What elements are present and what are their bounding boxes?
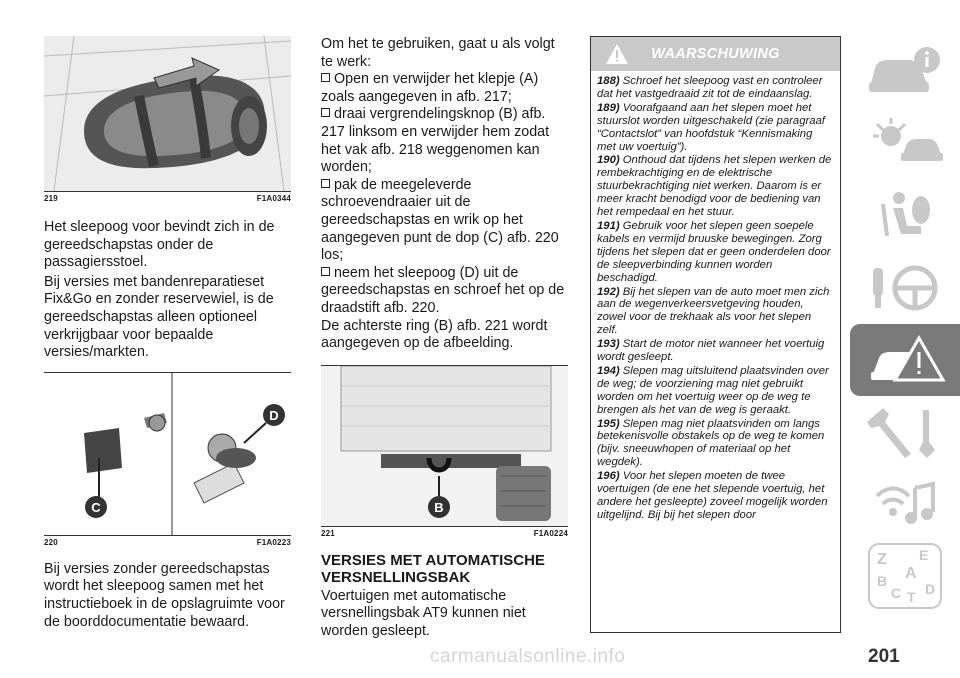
sidebar-item-car-breakdown[interactable] <box>850 324 960 396</box>
warning-text: Onthoud dat tijdens het slepen werken de rembekrachtiging en de elektrische stuurbekrachtiging niet werken. Daarom is er meer kracht benodigd voor de bediening van het rempedaal en het stuur. <box>597 154 832 219</box>
list-item-text: pak de meegeleverde schroevendraaier uit de gereedschapstas en wrik op het aangegeven punt de dop (C) afb. 220 los; <box>321 176 559 264</box>
list-item <box>321 106 568 176</box>
warning-number: 190) <box>597 154 620 167</box>
page-number: 201 <box>868 646 900 667</box>
warning-item <box>597 286 834 338</box>
label-c: C <box>91 499 101 515</box>
paragraph: De achterste ring (B) afb. 221 wordt aangegeven op de afbeelding. <box>321 317 548 352</box>
figure-220 <box>44 372 291 536</box>
label-b: B <box>434 499 444 515</box>
warning-item <box>597 75 834 101</box>
column-1 <box>44 36 291 631</box>
warning-triangle-icon <box>605 43 629 65</box>
figure-219-caption <box>44 192 291 203</box>
sidebar-item-multimedia[interactable] <box>850 468 960 540</box>
sidebar-item-tools[interactable] <box>850 396 960 468</box>
column-2 <box>321 36 568 640</box>
multimedia-icon <box>863 474 947 534</box>
index-letter: Z <box>877 551 887 568</box>
warning-item <box>597 220 834 285</box>
warning-box <box>590 36 841 633</box>
warning-text: Voor het slepen moeten de twee voertuigen (de ene het slepende voertuig, het andere het gesleepte) zoveel mogelijk worden uitgelijnd. Bij bij het slepen door <box>597 470 828 521</box>
warning-text: Start de motor niet wanneer het voertuig wordt gesleept. <box>597 338 825 364</box>
paragraph: Het sleepoog voor bevindt zich in de gereedschapstas onder de passagiersstoel. <box>44 219 275 271</box>
warning-item <box>597 338 834 364</box>
dashboard-lights-icon <box>863 114 947 174</box>
warning-header <box>591 37 840 71</box>
warning-text: Gebruik voor het slepen geen soepele kabels en vermijd bruuske bewegingen. Zorg tijdens het slepen dat er geen onderdelen door de sleepverbinding kunnen worden beschadigd. <box>597 219 831 284</box>
towing-eye-bag-illustration <box>44 36 291 191</box>
warning-number: 195) <box>597 417 620 430</box>
watermark: carmanualsonline.info <box>430 646 626 667</box>
index-letter: E <box>919 547 929 563</box>
figure-219 <box>44 36 291 192</box>
figure-number: 221 <box>321 528 335 538</box>
figure-221 <box>321 365 568 527</box>
figure-220-caption <box>44 536 291 547</box>
list-item <box>321 71 568 106</box>
warning-list <box>591 71 840 527</box>
bullet-square-icon <box>321 267 330 276</box>
towing-eye-cap-illustration <box>44 373 291 535</box>
sidebar-item-airbag-seat[interactable] <box>850 180 960 252</box>
tools-icon <box>863 402 947 462</box>
index-letter: A <box>905 565 917 582</box>
warning-text: Slepen mag niet plaatsvinden om langs betekenisvolle obstakels op de weg te komen (bijv. sneeuwhopen of materiaal op het wegdek). <box>597 417 825 469</box>
list-item-text: Open en verwijder het klepje (A) zoals aangegeven in afb. 217; <box>321 71 539 105</box>
key-steering-icon <box>863 258 947 318</box>
warning-item <box>597 365 834 417</box>
warning-number: 192) <box>597 285 620 298</box>
section-heading: VERSIES MET AUTOMATISCHE VERSNELLINGSBAK <box>321 551 545 586</box>
list-item-text: draai vergrendelingsknop (B) afb. 217 linksom en verwijder hem zodat het vak afb. 218 weggenomen kan worden; <box>321 106 550 176</box>
list-item-text: neem het sleepoog (D) uit de gereedschapstas en schroef het op de draadstift afb. 220. <box>321 264 565 316</box>
list-item <box>321 265 568 318</box>
warning-item <box>597 418 834 470</box>
index-letter: T <box>907 589 916 605</box>
list-item <box>321 177 568 265</box>
car-breakdown-icon <box>863 330 947 390</box>
warning-text: Slepen mag uitsluitend plaatsvinden over de weg; de voorziening mag niet gebruikt worden om het voertuig weer op de weg te brengen als het van de weg is geraakt. <box>597 364 829 416</box>
paragraph: Om het te gebruiken, gaat u als volgt te werk: <box>321 36 555 70</box>
warning-item <box>597 154 834 219</box>
figure-code: F1A0344 <box>256 194 291 203</box>
label-d: D <box>269 407 279 423</box>
sidebar-item-car-info[interactable] <box>850 36 960 108</box>
warning-number: 188) <box>597 75 620 87</box>
figure-number: 219 <box>44 194 58 203</box>
paragraph: Bij versies met bandenreparatieset Fix&Go en zonder reservewiel, is de gereedschapstas alleen optioneel verkrijgbaar voor bepaalde versies/markten. <box>44 273 274 361</box>
warning-number: 196) <box>597 470 620 483</box>
index-letter: C <box>891 585 902 601</box>
car-info-icon <box>863 42 947 102</box>
warning-text: Bij het slepen van de auto moet men zich aan de wegenverkeersvetgeving houden, zowel voor de trekhaak als voor het slepen zelf. <box>597 285 830 337</box>
warning-text: Schroef het sleepoog vast en controleer dat het vastgedraaid zit tot de eindaanslag. <box>597 75 823 100</box>
rear-towing-ring-illustration <box>321 366 568 526</box>
warning-text: Voorafgaand aan het slepen moet het stuurslot worden uitgeschakeld (zie paragraaf “Contactslot” van hoofdstuk “Kennismaking met uw voertuig”). <box>597 101 825 153</box>
warning-number: 194) <box>597 364 620 377</box>
sidebar-item-key-steering[interactable] <box>850 252 960 324</box>
paragraph: Bij versies zonder gereedschapstas wordt het sleepoog samen met het instructieboek in de opslagruimte voor de boorddocumentatie bewaard. <box>44 560 285 630</box>
figure-number: 220 <box>44 537 58 547</box>
bullet-square-icon <box>321 73 330 82</box>
warning-number: 193) <box>597 338 620 351</box>
index-letter: B <box>877 573 888 589</box>
warning-item <box>597 470 834 522</box>
warning-number: 189) <box>597 101 620 114</box>
warning-number: 191) <box>597 219 620 232</box>
bullet-square-icon <box>321 179 330 188</box>
index-letter: D <box>925 581 936 597</box>
warning-title: WAARSCHUWING <box>651 46 780 62</box>
sidebar-item-index[interactable] <box>850 540 960 612</box>
warning-item <box>597 102 834 154</box>
figure-code: F1A0223 <box>256 537 291 547</box>
index-letters-icon <box>863 540 947 612</box>
airbag-seat-icon <box>863 186 947 246</box>
figure-code: F1A0224 <box>533 528 568 538</box>
bullet-square-icon <box>321 108 330 117</box>
paragraph: Voertuigen met automatische versnellingsbak AT9 kunnen niet worden gesleept. <box>321 587 526 639</box>
sidebar-item-dashboard-lights[interactable] <box>850 108 960 180</box>
figure-221-caption <box>321 527 568 538</box>
